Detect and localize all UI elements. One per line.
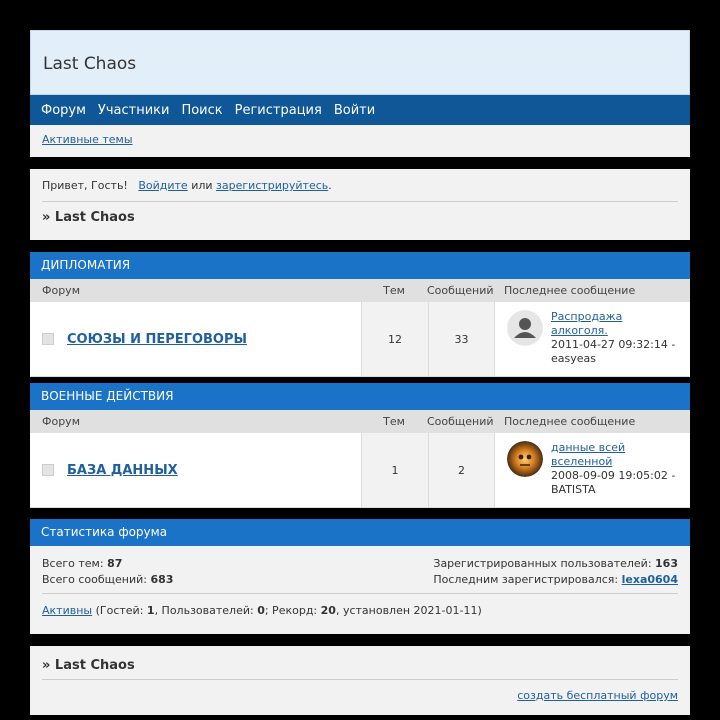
total-posts: Всего сообщений: 683 [42, 573, 174, 586]
last-post-date: 2011-04-27 09:32:14 - [551, 338, 676, 351]
site-title[interactable]: Last Chaos [30, 30, 690, 95]
greeting-line [42, 169, 678, 202]
forum-row [30, 433, 690, 508]
greeting-text: Привет, Гость! [42, 179, 128, 192]
forum-row [30, 302, 690, 377]
nav-forum[interactable]: Форум [41, 102, 86, 118]
col-topics: Тем [383, 284, 405, 297]
topic-count: 12 [361, 302, 428, 376]
default-avatar-icon[interactable] [507, 310, 543, 346]
post-count: 33 [428, 302, 494, 376]
login-link[interactable]: Войдите [138, 179, 188, 192]
category-military [30, 383, 690, 507]
create-forum-link[interactable]: создать бесплатный форум [517, 689, 678, 702]
last-post [494, 433, 690, 507]
last-post [494, 302, 690, 376]
nav-register[interactable]: Регистрация [234, 102, 322, 118]
post-count: 2 [428, 433, 494, 507]
online-users: Активны (Гостей: 1, Пользователей: 0; Рекорд: 20, установлен 2021-01-11) [42, 604, 482, 617]
col-forum: Форум [42, 415, 80, 428]
column-headers [30, 410, 690, 433]
col-forum: Форум [42, 284, 80, 297]
category-diplomacy [30, 252, 690, 376]
registered-users: Зарегистрированных пользователей: 163 [433, 557, 678, 570]
period-text: . [328, 179, 332, 192]
stats-title: Статистика форума [30, 519, 690, 546]
forum-link[interactable]: СОЮЗЫ И ПЕРЕГОВОРЫ [67, 331, 247, 347]
flaming-skull-avatar-icon[interactable] [507, 441, 543, 477]
active-topics-link[interactable]: Активные темы [42, 133, 133, 146]
category-title[interactable]: ВОЕННЫЕ ДЕЙСТВИЯ [30, 383, 690, 410]
subnav [30, 125, 690, 154]
footer [30, 646, 690, 715]
forum-link[interactable]: БАЗА ДАННЫХ [67, 462, 178, 478]
nav-members[interactable]: Участники [97, 102, 170, 118]
last-post-user: easyeas [551, 352, 596, 365]
total-topics: Всего тем: 87 [42, 557, 123, 570]
welcome-panel [30, 169, 690, 240]
register-link[interactable]: зарегистрируйтесь [216, 179, 329, 192]
nav-search[interactable]: Поиск [181, 102, 223, 118]
no-new-posts-icon [42, 464, 54, 476]
or-text: или [191, 179, 213, 192]
active-users-link[interactable]: Активны [42, 604, 93, 617]
site-header [30, 30, 690, 157]
main-nav [30, 95, 690, 125]
footer-breadcrumb[interactable]: » Last Chaos [42, 646, 678, 680]
category-title[interactable]: ДИПЛОМАТИЯ [30, 252, 690, 279]
topic-count: 1 [361, 433, 428, 507]
last-post-link[interactable]: данные всей вселенной [551, 441, 626, 468]
last-post-date: 2008-09-09 19:05:02 - [551, 469, 676, 482]
forum-stats [30, 519, 690, 634]
col-posts: Сообщений [427, 284, 494, 297]
last-post-link[interactable]: Распродажа алкоголя. [551, 310, 623, 337]
col-posts: Сообщений [427, 415, 494, 428]
col-last-post: Последнее сообщение [504, 284, 636, 297]
no-new-posts-icon [42, 333, 54, 345]
last-registered: Последним зарегистрировался: lexa0604 [433, 573, 678, 586]
nav-login[interactable]: Войти [333, 102, 376, 118]
column-headers [30, 279, 690, 302]
col-topics: Тем [383, 415, 405, 428]
col-last-post: Последнее сообщение [504, 415, 636, 428]
last-post-user: BATISTA [551, 483, 596, 496]
last-registered-user-link[interactable]: lexa0604 [621, 573, 678, 586]
breadcrumb[interactable]: » Last Chaos [42, 210, 135, 225]
